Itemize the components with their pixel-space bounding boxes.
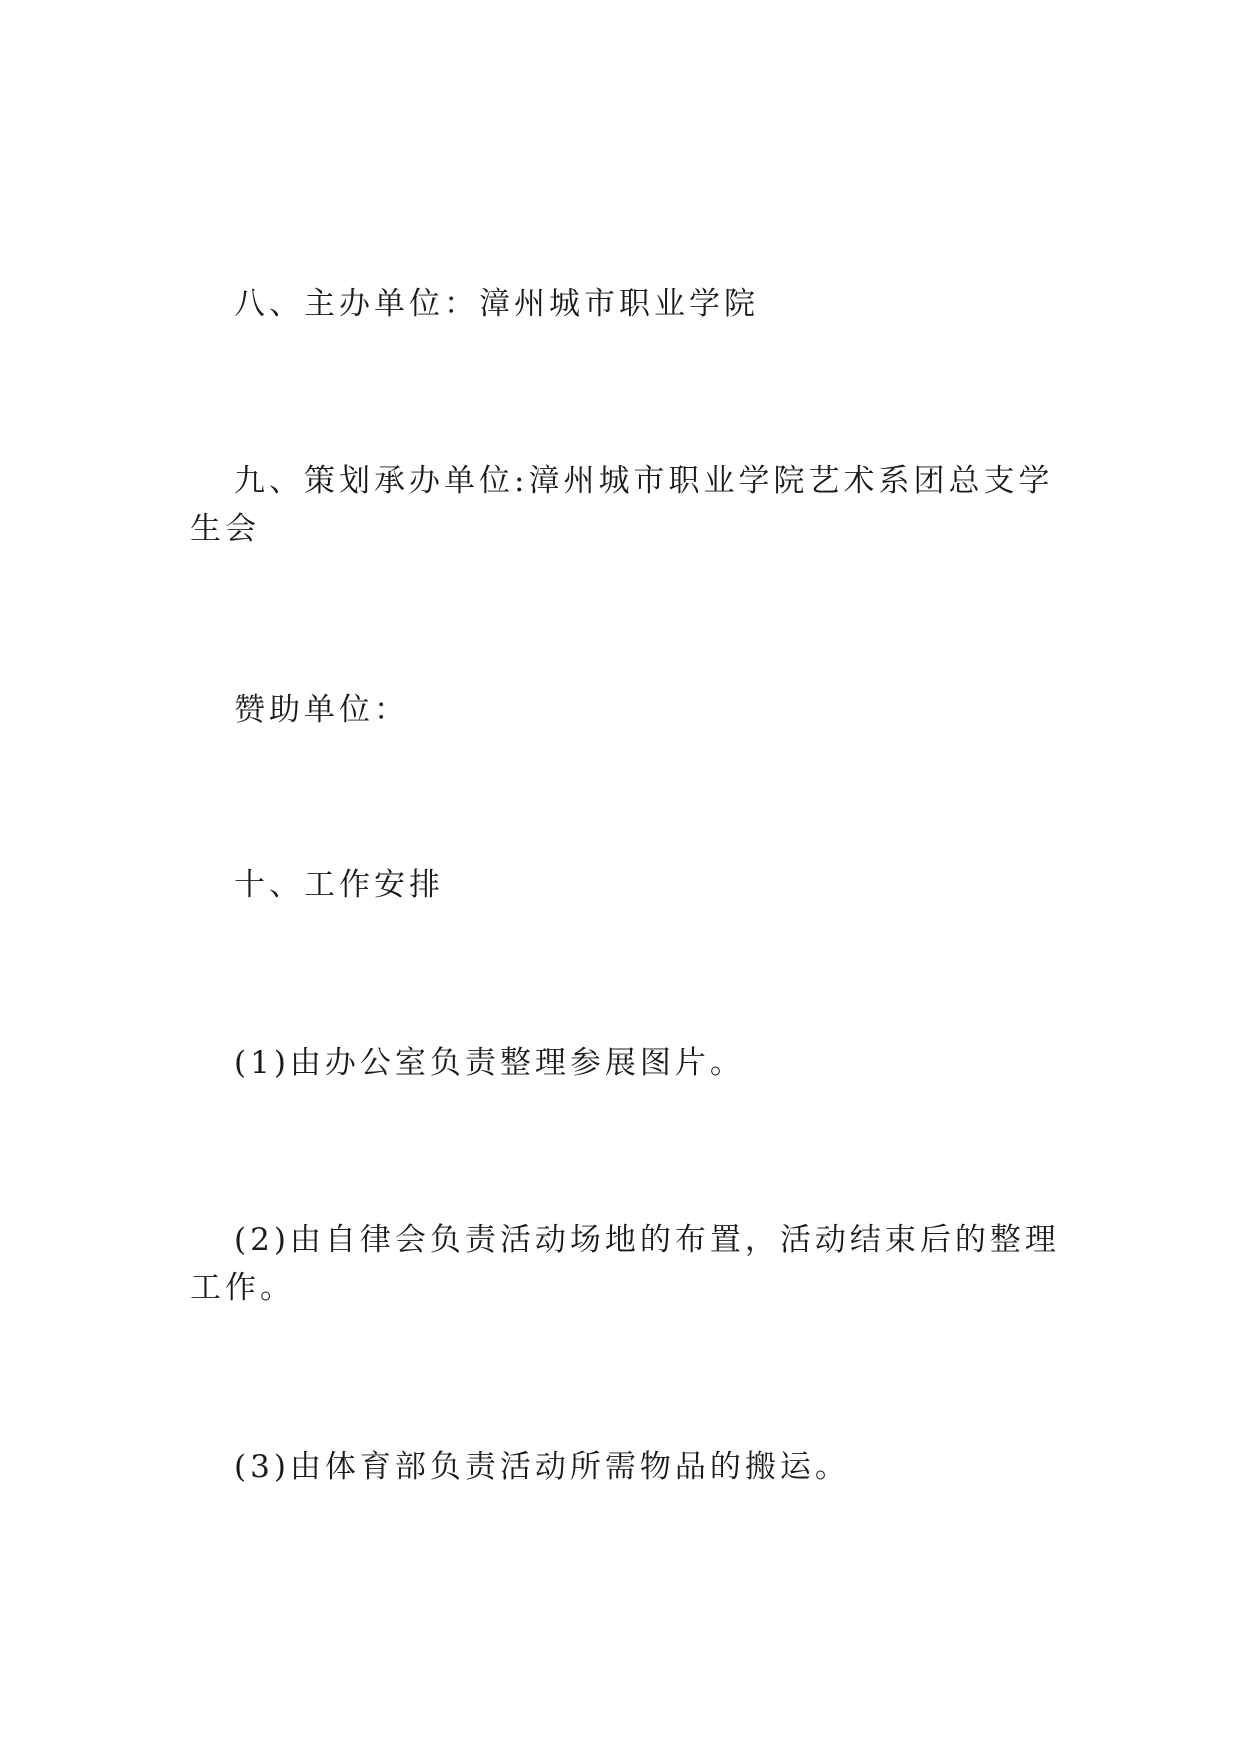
work-item-3: (3)由体育部负责活动所需物品的搬运。 <box>234 1449 850 1485</box>
section-10-heading: 十、工作安排 <box>234 867 444 903</box>
sponsor-line: 赞助单位： <box>234 692 409 728</box>
work-item-2: (2)由自律会负责活动场地的布置，活动结束后的整理工作。 <box>190 1222 1060 1306</box>
work-item-1: (1)由办公室负责整理参展图片。 <box>234 1045 745 1081</box>
section-9-planning-organizer: 九、策划承办单位:漳州城市职业学院艺术系团总支学生会 <box>190 463 1054 547</box>
section-8-host-organizer: 八、主办单位：漳州城市职业学院 <box>234 286 759 322</box>
